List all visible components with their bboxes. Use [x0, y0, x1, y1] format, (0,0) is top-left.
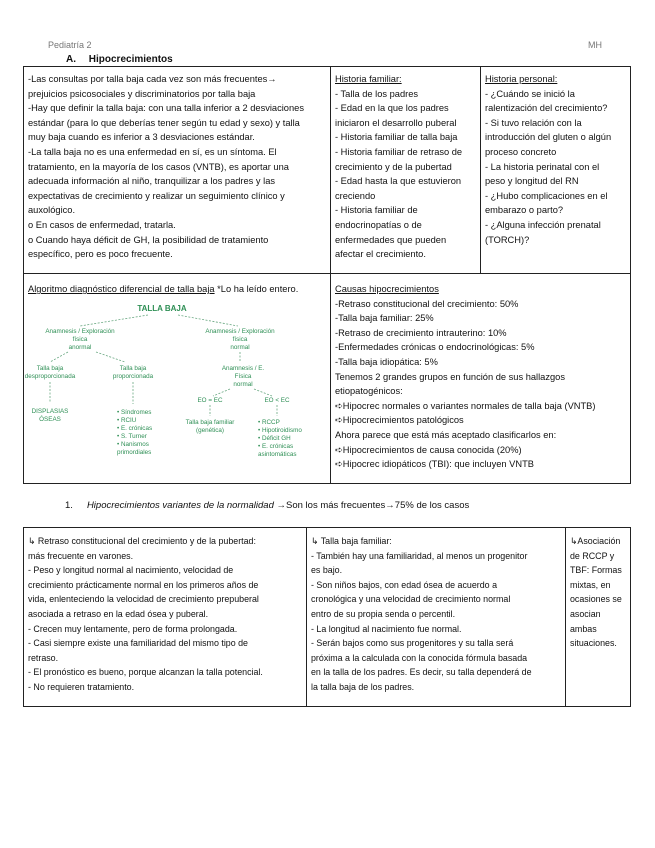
- diag-causas-4: • S. Turner: [117, 433, 147, 440]
- historia-personal-line: embarazo o parto?: [485, 205, 564, 216]
- causas-line: ➪Hipocrecimientos de causa conocida (20%): [335, 444, 522, 455]
- bottom-right-line: de RCCP y: [570, 550, 615, 561]
- causas-cell: [331, 279, 631, 475]
- bottom-left-line: vida, enlenteciendo la velocidad de crecimiento prepuberal: [28, 594, 259, 605]
- diag-right-branch-3: normal: [230, 344, 250, 351]
- top-left-line: estándar (para lo que deberías tener según tu edad y sexo) y talla: [28, 117, 300, 128]
- historia-familiar-line: endocrinopatías o de: [335, 219, 422, 230]
- bottom-mid-line: ↳ Talla baja familiar:: [311, 536, 392, 546]
- historia-personal-line: ralentización del crecimiento?: [485, 103, 608, 114]
- historia-personal-line: - ¿Hubo complicaciones en el: [485, 190, 608, 201]
- historia-familiar-line: crecimiento y de la pubertad: [335, 161, 452, 172]
- top-left-line: prejuicios psicosociales y discriminatorios por talla baja: [28, 88, 256, 99]
- diag-tbf-2: (genética): [195, 427, 225, 434]
- historia-personal-line: - ¿Cuándo se inició la: [485, 88, 575, 99]
- diag-rccp-1: • RCCP: [258, 419, 280, 426]
- causas-line: ➪Hipocrec idiopáticos (TBI): que incluyen VNTB: [335, 459, 534, 470]
- historia-familiar-line: - Historia familiar de talla baja: [335, 132, 458, 143]
- bottom-left-line: más frecuente en varones.: [28, 550, 134, 561]
- causas-line: Tenemos 2 grandes grupos en función de sus hallazgos: [335, 371, 565, 382]
- algoritmo-title: Algoritmo diagnóstico diferencial de talla baja: [28, 284, 215, 294]
- historia-personal-line: proceso concreto: [485, 146, 557, 157]
- bottom-left-line: - No requieren tratamiento.: [28, 681, 135, 692]
- bottom-mid-cell: [307, 531, 565, 698]
- bottom-mid-line: - También hay una familiaridad, al menos un progenitor: [311, 550, 528, 561]
- header-left: Pediatría 2: [48, 40, 92, 50]
- diag-desprop-2: desproporcionada: [24, 373, 76, 380]
- diag-rccp-2: • Hipotiroidismo: [258, 427, 302, 434]
- bottom-right-line: ocasiones se: [570, 594, 622, 605]
- bottom-mid-line: la talla baja de los padres.: [311, 681, 415, 692]
- bottom-right-line: TBF: Formas: [570, 565, 622, 576]
- causas-line: Ahora parece que está más aceptado clasificarlos en:: [335, 429, 557, 440]
- bottom-right-line: ambas: [570, 623, 597, 634]
- bottom-mid-line: próxima a la calculada con la conocida fórmula basada: [311, 652, 528, 663]
- bottom-left-line: ↳ Retraso constitucional del crecimiento y de la pubertad:: [28, 536, 256, 546]
- diag-rccp-4: • E. crónicas: [258, 443, 294, 450]
- bottom-mid-line: - Serán bajos como sus progenitores y su talla será: [311, 638, 514, 649]
- historia-personal-line: peso y longitud del RN: [485, 176, 579, 187]
- diag-desprop-1: Talla baja: [36, 365, 64, 372]
- historia-familiar-line: - Edad en la que los padres: [335, 103, 449, 114]
- bottom-right-line: mixtas, en: [570, 579, 611, 590]
- diag-causas-3: • E. crónicas: [117, 425, 153, 432]
- historia-familiar-line: afectar el crecimiento.: [335, 249, 426, 260]
- bottom-mid-line: es bajo.: [311, 565, 343, 576]
- top-left-line: específico, pero es poco frecuente.: [28, 249, 173, 260]
- top-left-line: muy baja cuando es inferior a 3 desviaciones estándar.: [28, 132, 255, 143]
- causas-line: -Enfermedades crónicas o endocrinológicas: 5%: [335, 342, 535, 353]
- top-left-line: -Las consultas por talla baja cada vez son más frecuentes→: [28, 74, 277, 84]
- algoritmo-note: *Lo ha leído entero.: [214, 284, 299, 294]
- bottom-right-line: situaciones.: [570, 638, 617, 649]
- diag-right-branch-2: física: [232, 336, 248, 343]
- causas-line: -Retraso de crecimiento intrauterino: 10%: [335, 327, 507, 338]
- bottom-mid-line: - La longitud al nacimiento fue normal.: [311, 623, 462, 634]
- bottom-left-line: asociada a retraso en la edad ósea y puberal.: [28, 608, 209, 619]
- bottom-left-line: - Peso y longitud normal al nacimiento, velocidad de: [28, 565, 234, 576]
- top-left-line: adecuada información al niño, tranquilizar a los padres y las: [28, 176, 276, 187]
- historia-personal-line: - Si tuvo relación con la: [485, 117, 582, 128]
- bottom-mid-line: - Son niños bajos, con edad ósea de acuerdo a: [311, 579, 498, 590]
- historia-familiar-title: Historia familiar:: [335, 74, 402, 84]
- section-label: A.: [66, 54, 76, 65]
- diag-rccp-3: • Déficit GH: [258, 435, 291, 442]
- header-right: MH: [588, 40, 602, 50]
- bottom-right-line: ↳Asociación: [570, 536, 621, 546]
- top-left-line: o Cuando haya déficit de GH, la posibilidad de tratamiento: [28, 234, 269, 245]
- historia-personal-title: Historia personal:: [485, 74, 558, 84]
- top-left-line: auxológico.: [28, 205, 76, 216]
- diag-anamnesis2-3: normal: [233, 381, 253, 388]
- historia-familiar-line: creciendo: [335, 190, 376, 201]
- causas-line: -Talla baja idiopática: 5%: [335, 356, 438, 367]
- bottom-left-line: - El pronóstico es bueno, porque alcanzan la talla potencial.: [28, 667, 263, 678]
- diag-displasias-2: ÓSEAS: [39, 416, 61, 423]
- diag-anamnesis2-1: Anamnesis / E.: [221, 365, 265, 372]
- causas-line: -Talla baja familiar: 25%: [335, 313, 434, 324]
- top-left-line: o En casos de enfermedad, tratarla.: [28, 219, 176, 230]
- diag-eo-eq: EO = EC: [197, 397, 223, 404]
- diag-prop-1: Talla baja: [119, 365, 147, 372]
- historia-familiar-line: - Talla de los padres: [335, 88, 419, 99]
- diag-causas-1: • Síndromes: [117, 409, 152, 416]
- causas-title: Causas hipocrecimientos: [335, 284, 439, 294]
- historia-personal-line: (TORCH)?: [485, 234, 530, 245]
- subsection-number: 1.: [65, 500, 73, 511]
- diag-causas-2: • RCIU: [117, 417, 137, 424]
- historia-personal-line: - La historia perinatal con el: [485, 161, 600, 172]
- diag-left-branch-1: Anamnesis / Exploración: [45, 328, 115, 335]
- historia-familiar-line: enfermedades que pueden: [335, 234, 447, 245]
- subsection-title: [65, 500, 469, 511]
- top-left-line: -Hay que definir la talla baja: con una talla inferior a 2 desviaciones: [28, 103, 304, 114]
- historia-familiar-line: - Historia familiar de retraso de: [335, 146, 463, 157]
- diag-root: TALLA BAJA: [137, 304, 187, 313]
- bottom-left-line: retraso.: [28, 652, 59, 663]
- historia-personal-line: introducción del gluten o algún: [485, 132, 612, 143]
- historia-familiar-line: - Edad hasta la que estuvieron: [335, 176, 462, 187]
- bottom-left-line: - Crecen muy lentamente, pero de forma prolongada.: [28, 623, 238, 634]
- diag-causas-5: • Nanismos: [117, 441, 149, 448]
- bottom-right-cell: [566, 531, 631, 654]
- bottom-left-cell: [24, 531, 306, 698]
- bottom-right-line: asocian: [570, 608, 601, 619]
- top-left-line: expectativas de crecimiento y realizar un seguimiento clínico y: [28, 190, 285, 201]
- historia-familiar-line: - Historia familiar de: [335, 205, 418, 216]
- bottom-mid-line: en la talla de los padres. Es decir, su talla dependerá de: [311, 667, 532, 678]
- diag-tbf-1: Talla baja familiar: [185, 419, 235, 426]
- causas-line: ➪Hipocrec normales o variantes normales de talla baja (VNTB): [335, 400, 596, 411]
- causas-line: -Retraso constitucional del crecimiento: 50%: [335, 298, 519, 309]
- subsection-rest: →Son los más frecuentes→75% de los casos: [276, 500, 470, 511]
- bottom-mid-line: entro de su propia senda o percentil.: [311, 608, 456, 619]
- section-heading: Hipocrecimientos: [88, 54, 173, 65]
- diag-rccp-5: asintomáticas: [258, 451, 297, 458]
- diag-prop-2: proporcionada: [112, 373, 154, 380]
- bottom-mid-line: cronológica y una velocidad de crecimiento normal: [311, 594, 511, 605]
- causas-line: ➪Hipocrecimientos patológicos: [335, 415, 464, 426]
- diag-right-branch-1: Anamnesis / Exploración: [205, 328, 275, 335]
- diag-anamnesis2-2: Física: [234, 373, 252, 380]
- diag-left-branch-2: física: [72, 336, 88, 343]
- bottom-left-line: crecimiento prácticamente normal en los primeros años de: [28, 579, 259, 590]
- diag-displasias-1: DISPLASIAS: [31, 408, 69, 415]
- top-left-line: tratamiento, en la mayoría de los casos (VNTB), es aportar una: [28, 161, 289, 172]
- historia-personal-line: - ¿Alguna infección prenatal: [485, 219, 601, 230]
- historia-familiar-line: iniciaron el desarrollo puberal: [335, 117, 457, 128]
- causas-line: etiopatogénicos:: [335, 386, 403, 397]
- bottom-left-line: - Casi siempre existe una familiaridad del mismo tipo de: [28, 638, 248, 649]
- subsection-heading: Hipocrecimientos variantes de la normalidad: [86, 500, 274, 511]
- top-left-line: -La talla baja no es una enfermedad en sí, es un síntoma. El: [28, 146, 277, 157]
- diag-eo-lt: EO < EC: [264, 397, 290, 404]
- diag-causas-6: primordiales: [117, 449, 152, 456]
- diag-left-branch-3: anormal: [68, 344, 92, 351]
